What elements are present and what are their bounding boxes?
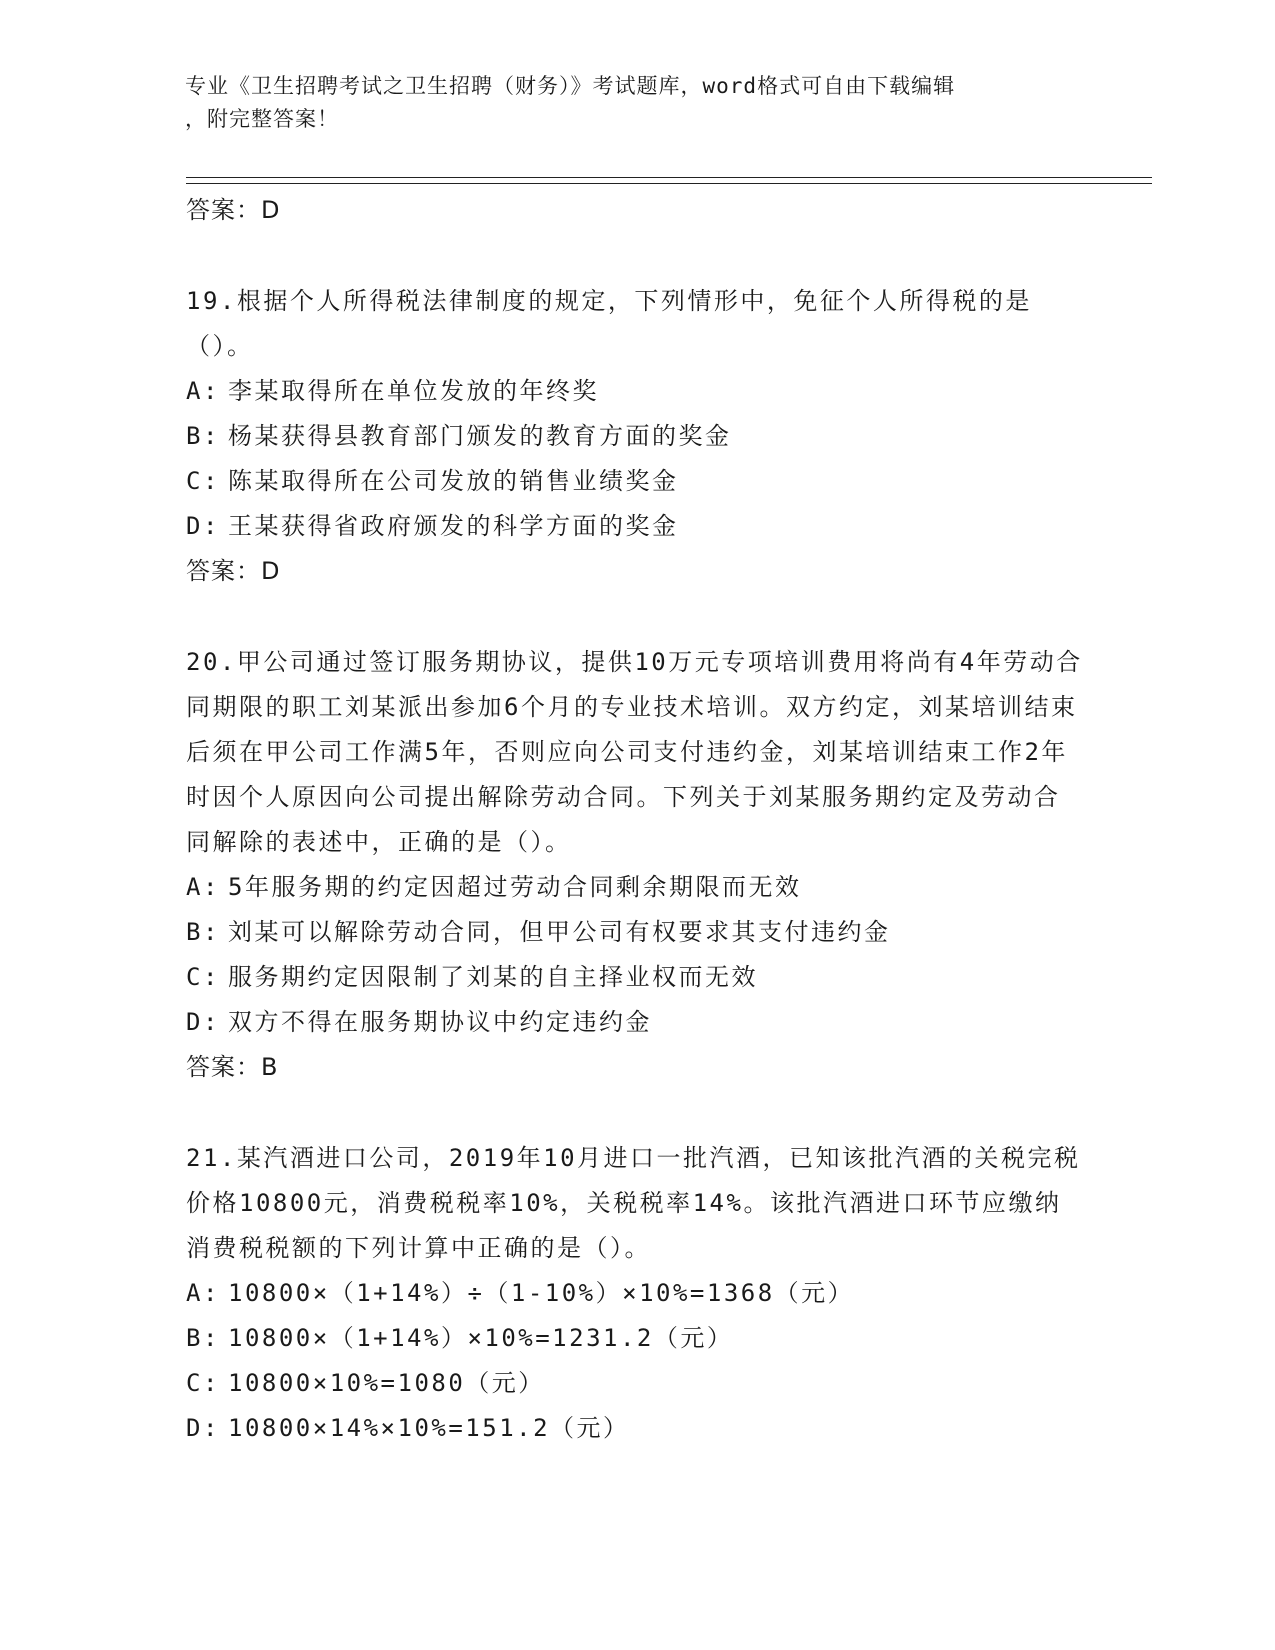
spacer <box>186 1090 1086 1136</box>
option-a: A: 10800×（1+14%）÷（1-10%）×10%=1368（元） <box>186 1279 855 1307</box>
question-20 <box>186 640 1086 1090</box>
option-b: B: 刘某可以解除劳动合同，但甲公司有权要求其支付违约金 <box>186 918 891 946</box>
option-b: B: 杨某获得县教育部门颁发的教育方面的奖金 <box>186 422 732 450</box>
option-b: B: 10800×（1+14%）×10%=1231.2（元） <box>186 1324 734 1352</box>
header-rule-bottom <box>186 183 1152 184</box>
spacer <box>186 233 1086 279</box>
question-list <box>186 188 1086 1451</box>
question-19 <box>186 279 1086 594</box>
option-c: C: 服务期约定因限制了刘某的自主择业权而无效 <box>186 963 758 991</box>
spacer <box>186 594 1086 640</box>
header-line-2: ，附完整答案！ <box>185 107 339 131</box>
question-text: 19.根据个人所得税法律制度的规定，下列情形中，免征个人所得税的是（）。 <box>186 287 1032 360</box>
header-rule-top <box>186 177 1152 178</box>
answer: 答案：B <box>186 1053 279 1081</box>
question-text: 21.某汽酒进口公司，2019年10月进口一批汽酒，已知该批汽酒的关税完税价格10800元，消费税税率10%，关税税率14%。该批汽酒进口环节应缴纳消费税税额的下列计算中正确的是（）。 <box>186 1144 1081 1262</box>
previous-answer: 答案：D <box>186 196 281 224</box>
option-d: D: 双方不得在服务期协议中约定违约金 <box>186 1008 652 1036</box>
question-text: 20.甲公司通过签订服务期协议，提供10万元专项培训费用将尚有4年劳动合同期限的职工刘某派出参加6个月的专业技术培训。双方约定，刘某培训结束后须在甲公司工作满5年，否则应向公司支付违约金，刘某培训结束工作2年时因个人原因向公司提出解除劳动合同。下列关于刘某服务期约定及劳动合同解除的表述中，正确的是（）。 <box>186 648 1083 856</box>
document-header <box>185 70 1065 136</box>
option-a: A: 5年服务期的约定因超过劳动合同剩余期限而无效 <box>186 873 802 901</box>
question-21 <box>186 1136 1086 1451</box>
option-d: D: 王某获得省政府颁发的科学方面的奖金 <box>186 512 679 540</box>
header-line-1: 专业《卫生招聘考试之卫生招聘（财务）》考试题库，word格式可自由下载编辑 <box>185 74 956 98</box>
option-d: D: 10800×14%×10%=151.2（元） <box>186 1414 630 1442</box>
option-c: C: 10800×10%=1080（元） <box>186 1369 545 1397</box>
option-c: C: 陈某取得所在公司发放的销售业绩奖金 <box>186 467 679 495</box>
option-a: A: 李某取得所在单位发放的年终奖 <box>186 377 599 405</box>
answer: 答案：D <box>186 557 281 585</box>
